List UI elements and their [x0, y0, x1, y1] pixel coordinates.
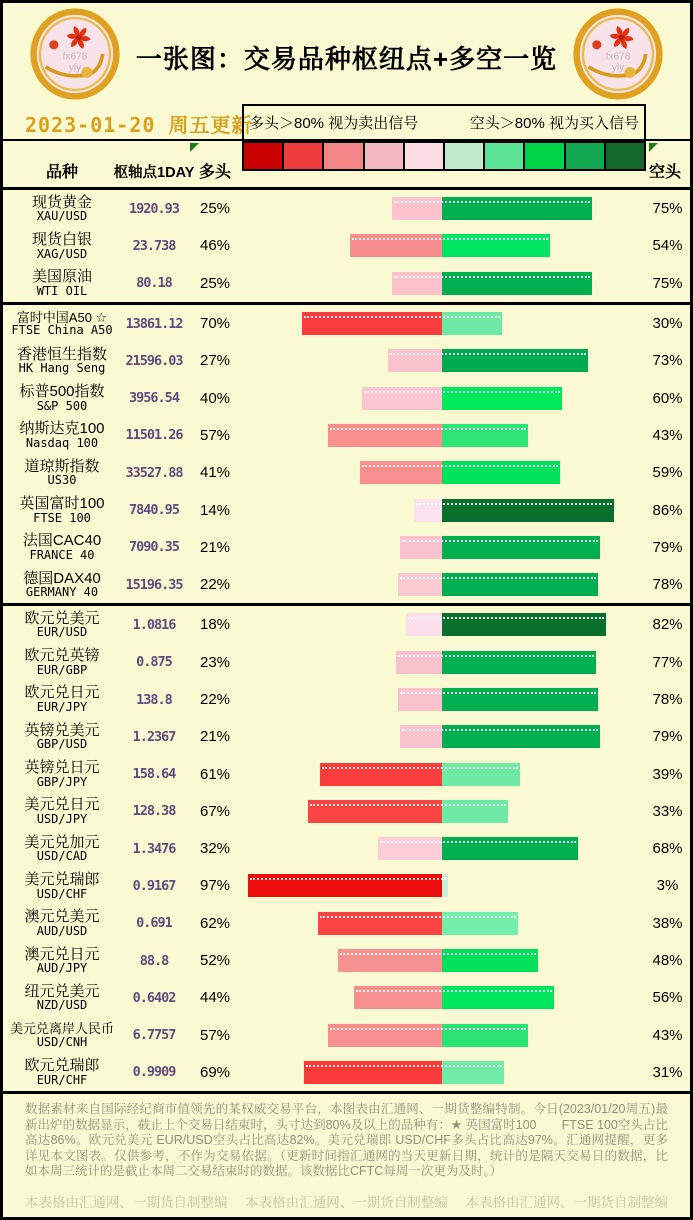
instrument-name-en: WTI OIL — [36, 283, 88, 298]
table-row — [3, 417, 690, 454]
table-row — [3, 979, 690, 1016]
header — [3, 3, 690, 103]
table-row — [3, 1017, 690, 1054]
pivot-value: 33527.88 — [125, 464, 183, 481]
sentiment-bar — [243, 461, 645, 484]
instrument-name-en: Nasdaq 100 — [25, 435, 99, 450]
long-percent: 69% — [199, 1063, 231, 1081]
table-row — [3, 942, 690, 979]
svg-text:yly: yly — [68, 62, 82, 74]
pivot-value: 23.738 — [132, 237, 176, 254]
sentiment-bar — [243, 986, 645, 1009]
bar-dotted-line — [320, 916, 516, 918]
sentiment-bar — [243, 651, 645, 674]
instrument-name-en: USD/CAD — [36, 849, 88, 864]
instrument-name-cn: 美元兑离岸人民币 — [9, 1021, 114, 1037]
instrument-name — [3, 685, 121, 713]
instrument-name-cn: 英镑兑美元 — [24, 721, 100, 739]
long-percent: 22% — [199, 576, 231, 594]
short-percent: 59% — [652, 464, 683, 482]
bar-dotted-line — [352, 238, 548, 240]
pivot-value: 11501.26 — [125, 427, 183, 444]
table-row — [3, 644, 690, 681]
bar-dotted-line — [362, 465, 558, 467]
sentiment-bar — [243, 688, 645, 711]
instrument-name-cn: 英国富时100 — [19, 494, 105, 512]
long-percent: 62% — [199, 914, 231, 932]
instrument-name-cn: 道琼斯指数 — [24, 457, 100, 475]
instrument-name — [3, 835, 121, 863]
column-header-row — [3, 141, 690, 190]
short-percent: 39% — [652, 765, 683, 783]
long-percent: 46% — [199, 237, 231, 255]
bar-dotted-line — [390, 353, 586, 355]
scale-swatch — [525, 143, 565, 169]
instrument-name-en: NZD/USD — [36, 998, 88, 1013]
instrument-name — [3, 947, 121, 975]
scale-swatch — [324, 143, 364, 169]
long-percent: 70% — [199, 315, 231, 333]
short-percent: 68% — [652, 840, 683, 858]
instrument-name-en: GBP/USD — [36, 737, 88, 752]
pivot-value: 0.9167 — [132, 877, 176, 894]
short-percent: 82% — [652, 616, 683, 634]
instrument-name-en: GBP/JPY — [36, 774, 88, 789]
long-percent: 21% — [199, 728, 231, 746]
corner-marker-icon — [190, 143, 199, 152]
short-percent: 3% — [656, 877, 679, 895]
scale-swatch — [445, 143, 485, 169]
short-percent: 33% — [652, 802, 683, 820]
table-row — [3, 606, 690, 643]
long-percent: 44% — [199, 989, 231, 1007]
instrument-name — [3, 571, 121, 599]
bar-dotted-line — [402, 729, 598, 731]
disclaimer-text: 数据素材来自国际经纪商市值领先的某权威交易平台，本图表由汇通网、一期货整编特制。今日(2023/01/20周五)最新出炉的数据显示，截止上个交易日结束时，头寸达到80%及以上的品种有：★ 英国富时100 FTSE 100空头占比高达86%。欧元兑美元 EUR/USD空头占比高达82%。美元兑瑞郎 USD/CHF多头占比高达97%。汇通网提醒，更多详见本文图表。仅供参考，不作为交易依据。（更新时间指汇通网的当天更新日期，统计的是隔天交易日的数据，比如本周三统计的是截止本周二交易结束时的数据。该数据比CFTC每周一次更为及时。） — [25, 1102, 668, 1179]
instrument-name-en: USD/CNH — [36, 1034, 88, 1049]
long-percent: 61% — [199, 765, 231, 783]
long-percent: 18% — [199, 616, 231, 634]
instrument-name-en: XAG/USD — [36, 246, 88, 261]
instrument-name-en: GERMANY 40 — [25, 585, 99, 600]
scale-swatch — [606, 143, 644, 169]
update-date: 2023-01-20 周五更新 — [25, 113, 253, 137]
sentiment-bar — [243, 349, 645, 372]
col-header-instrument: 品种 — [45, 164, 78, 181]
logo-coin-right — [572, 7, 664, 101]
table-row — [3, 342, 690, 379]
sentiment-bar — [243, 874, 645, 897]
footer — [3, 1189, 690, 1217]
sentiment-bar — [243, 197, 645, 220]
pivot-value: 0.691 — [136, 915, 172, 932]
long-percent: 57% — [199, 1026, 231, 1044]
instrument-name-cn: 欧元兑瑞郎 — [24, 1057, 100, 1075]
instrument-name-cn: 法国CAC40 — [22, 532, 102, 550]
instrument-name-cn: 富时中国A50 ☆ — [16, 309, 108, 325]
long-percent: 57% — [199, 426, 231, 444]
instrument-name-en: US30 — [47, 473, 77, 488]
bar-dotted-line — [402, 540, 598, 542]
long-percent: 14% — [199, 501, 231, 519]
long-percent: 41% — [199, 464, 231, 482]
bar-dotted-line — [250, 878, 446, 880]
pivot-value: 3956.54 — [129, 390, 179, 407]
bar-dotted-line — [416, 503, 612, 505]
scale-swatch — [405, 143, 445, 169]
short-percent: 38% — [652, 914, 683, 932]
sentiment-bar — [243, 1061, 645, 1084]
instrument-table — [3, 190, 690, 1091]
pivot-value: 7090.35 — [129, 539, 179, 556]
sentiment-bar — [243, 499, 645, 522]
sentiment-bar — [243, 573, 645, 596]
legend-short-note: 空头＞80% 视为买入信号 — [469, 115, 639, 132]
instrument-name-en: EUR/GBP — [36, 662, 88, 677]
instrument-name-cn: 德国DAX40 — [23, 569, 101, 587]
instrument-name — [3, 909, 121, 937]
short-percent: 43% — [652, 426, 683, 444]
instrument-name-cn: 香港恒生指数 — [16, 345, 107, 363]
table-row — [3, 867, 690, 904]
table-row — [3, 227, 690, 264]
instrument-name — [3, 384, 121, 412]
instrument-name — [3, 797, 121, 825]
long-percent: 52% — [199, 952, 231, 970]
col-header-short: 空头 — [648, 164, 681, 181]
instrument-name-cn: 澳元兑日元 — [24, 945, 100, 963]
bar-dotted-line — [364, 391, 560, 393]
short-percent: 77% — [652, 653, 683, 671]
table-row — [3, 681, 690, 718]
pivot-value: 1.0816 — [132, 616, 176, 633]
table-row — [3, 905, 690, 942]
instrument-name — [3, 611, 121, 639]
signal-legend — [242, 104, 646, 139]
bar-dotted-line — [398, 655, 594, 657]
table-row — [3, 566, 690, 603]
pivot-value: 15196.35 — [125, 576, 183, 593]
pivot-value: 0.6402 — [132, 989, 176, 1006]
bar-dotted-line — [304, 316, 500, 318]
bar-dotted-line — [394, 276, 590, 278]
instrument-name-cn: 现货黄金 — [31, 193, 92, 211]
short-percent: 78% — [652, 576, 683, 594]
table-row — [3, 793, 690, 830]
bar-dotted-line — [306, 1065, 502, 1067]
pivot-value: 1.3476 — [132, 840, 176, 857]
instrument-name — [3, 269, 121, 297]
short-percent: 60% — [652, 389, 683, 407]
footer-credit: 本表格由汇通网、一期货自制整编 — [465, 1195, 668, 1210]
pivot-value: 7840.95 — [129, 502, 179, 519]
instrument-name-en: AUD/JPY — [36, 961, 88, 976]
long-percent: 23% — [199, 653, 231, 671]
scale-swatch — [485, 143, 525, 169]
instrument-name-en: FTSE 100 — [33, 510, 91, 525]
instrument-name-cn: 英镑兑日元 — [24, 759, 100, 777]
instrument-name — [3, 723, 121, 751]
legend-row — [3, 103, 690, 141]
instrument-name-en: EUR/CHF — [36, 1073, 88, 1088]
scale-swatch — [244, 143, 284, 169]
short-percent: 75% — [652, 200, 683, 218]
instrument-name — [3, 496, 121, 524]
table-row — [3, 1054, 690, 1091]
instrument-name — [3, 232, 121, 260]
sentiment-bar — [243, 272, 645, 295]
instrument-name-cn: 美国原油 — [31, 268, 92, 286]
short-percent: 79% — [652, 728, 683, 746]
short-percent: 56% — [652, 989, 683, 1007]
table-row — [3, 755, 690, 792]
pivot-value: 1920.93 — [129, 200, 179, 217]
sentiment-bar — [243, 613, 645, 636]
logo-watermark: fx678 — [62, 51, 88, 63]
sentiment-bar — [243, 234, 645, 257]
sentiment-bar — [243, 763, 645, 786]
scale-swatch — [365, 143, 405, 169]
sentiment-bar — [243, 536, 645, 559]
table-row — [3, 718, 690, 755]
sentiment-bar — [243, 312, 645, 335]
instrument-name — [3, 311, 121, 337]
instrument-name — [3, 347, 121, 375]
instrument-name-en: S&P 500 — [36, 398, 88, 413]
instrument-name — [3, 533, 121, 561]
pivot-value: 21596.03 — [125, 352, 183, 369]
instrument-name-en: EUR/USD — [36, 625, 88, 640]
table-row — [3, 830, 690, 867]
instrument-name-en: USD/JPY — [36, 811, 88, 826]
color-scale — [242, 141, 646, 171]
instrument-name — [3, 459, 121, 487]
bar-dotted-line — [310, 804, 506, 806]
short-percent: 43% — [652, 1026, 683, 1044]
pivot-value: 0.9909 — [132, 1064, 176, 1081]
long-percent: 22% — [199, 691, 231, 708]
instrument-name-en: USD/CHF — [36, 886, 88, 901]
pivot-value: 128.38 — [132, 803, 176, 820]
instrument-name-cn: 纳斯达克100 — [19, 420, 105, 438]
instrument-name-en: EUR/JPY — [36, 700, 88, 715]
col-header-long: 多头 — [198, 164, 231, 181]
bar-dotted-line — [394, 201, 590, 203]
sentiment-bar — [243, 1024, 645, 1047]
table-row — [3, 529, 690, 566]
instrument-name-cn: 欧元兑美元 — [24, 609, 100, 627]
sentiment-bar — [243, 837, 645, 860]
instrument-name — [3, 648, 121, 676]
instrument-name-cn: 美元兑加元 — [24, 833, 100, 851]
bar-dotted-line — [408, 617, 604, 619]
pivot-value: 6.7757 — [132, 1027, 176, 1044]
pivot-value: 80.18 — [136, 275, 172, 292]
bar-dotted-line — [330, 428, 526, 430]
table-row — [3, 190, 690, 227]
table-row — [3, 491, 690, 528]
bar-dotted-line — [322, 767, 518, 769]
col-header-pivot: 枢轴点1DAY — [113, 165, 195, 181]
short-percent: 86% — [652, 501, 683, 519]
instrument-name-cn: 欧元兑英镑 — [24, 647, 100, 665]
bar-dotted-line — [400, 577, 596, 579]
bar-dotted-line — [400, 692, 596, 694]
footer-credit: 本表格由汇通网、一期货自制整编 — [245, 1195, 448, 1210]
instrument-name-cn: 纽元兑美元 — [24, 982, 100, 1000]
pivot-value: 13861.12 — [125, 315, 183, 332]
long-percent: 25% — [199, 200, 231, 218]
long-percent: 21% — [199, 538, 231, 556]
bar-dotted-line — [356, 990, 552, 992]
table-row — [3, 454, 690, 491]
pivot-value: 88.8 — [139, 952, 169, 969]
short-percent: 31% — [652, 1063, 683, 1081]
sentiment-bar — [243, 949, 645, 972]
short-percent: 75% — [652, 274, 683, 292]
instrument-name — [3, 421, 121, 449]
svg-text:fx678: fx678 — [605, 51, 631, 63]
instrument-name-cn: 标普500指数 — [19, 383, 105, 401]
sentiment-bar — [243, 387, 645, 410]
instrument-name-cn: 澳元兑美元 — [24, 908, 100, 926]
instrument-name — [3, 1022, 121, 1048]
long-percent: 40% — [199, 389, 231, 407]
sentiment-bar — [243, 800, 645, 823]
long-percent: 27% — [199, 352, 231, 370]
pinwheel-coin-icon — [572, 7, 664, 101]
long-percent: 97% — [199, 877, 231, 895]
long-percent: 67% — [199, 802, 231, 820]
short-percent: 54% — [652, 237, 683, 255]
sentiment-bar — [243, 912, 645, 935]
short-percent: 30% — [652, 315, 683, 333]
bar-dotted-line — [380, 841, 576, 843]
bar-dotted-line — [340, 953, 536, 955]
pivot-value: 1.2367 — [132, 728, 176, 745]
instrument-name-en: FTSE China A50 — [11, 323, 113, 338]
short-percent: 79% — [652, 538, 683, 556]
instrument-name-en: XAU/USD — [36, 209, 88, 224]
legend-long-note: 多头＞80% 视为卖出信号 — [249, 115, 419, 132]
short-percent: 78% — [652, 691, 683, 708]
footer-credit: 本表格由汇通网、一期货自制整编 — [25, 1195, 228, 1210]
instrument-name — [3, 1058, 121, 1086]
instrument-name-en: FRANCE 40 — [29, 547, 95, 562]
pivot-value: 0.875 — [136, 654, 172, 671]
table-row — [3, 379, 690, 416]
instrument-name-en: HK Hang Seng — [18, 361, 106, 376]
scale-swatch — [566, 143, 606, 169]
bar-dotted-line — [330, 1028, 526, 1030]
short-percent: 48% — [652, 952, 683, 970]
long-percent: 25% — [199, 274, 231, 292]
instrument-name-cn: 欧元兑日元 — [24, 684, 100, 702]
corner-marker-icon — [649, 143, 658, 152]
short-percent: 73% — [652, 352, 683, 370]
instrument-name — [3, 872, 121, 900]
sentiment-bar — [243, 424, 645, 447]
sentiment-bar — [243, 725, 645, 748]
instrument-name-en: AUD/USD — [36, 923, 88, 938]
instrument-name-cn: 美元兑瑞郎 — [24, 870, 100, 888]
table-row — [3, 305, 690, 342]
table-row — [3, 265, 690, 302]
page-title: 一张图：交易品种枢纽点+多空一览 — [135, 44, 558, 74]
pivot-value: 158.64 — [132, 766, 176, 783]
scale-swatch — [284, 143, 324, 169]
instrument-name — [3, 195, 121, 223]
instrument-name-cn: 现货白银 — [31, 230, 92, 248]
svg-text:yly: yly — [611, 62, 625, 74]
pivot-value: 138.8 — [136, 691, 172, 708]
instrument-name — [3, 760, 121, 788]
instrument-name-cn: 美元兑日元 — [24, 796, 100, 814]
instrument-name — [3, 984, 121, 1012]
long-percent: 32% — [199, 840, 231, 858]
